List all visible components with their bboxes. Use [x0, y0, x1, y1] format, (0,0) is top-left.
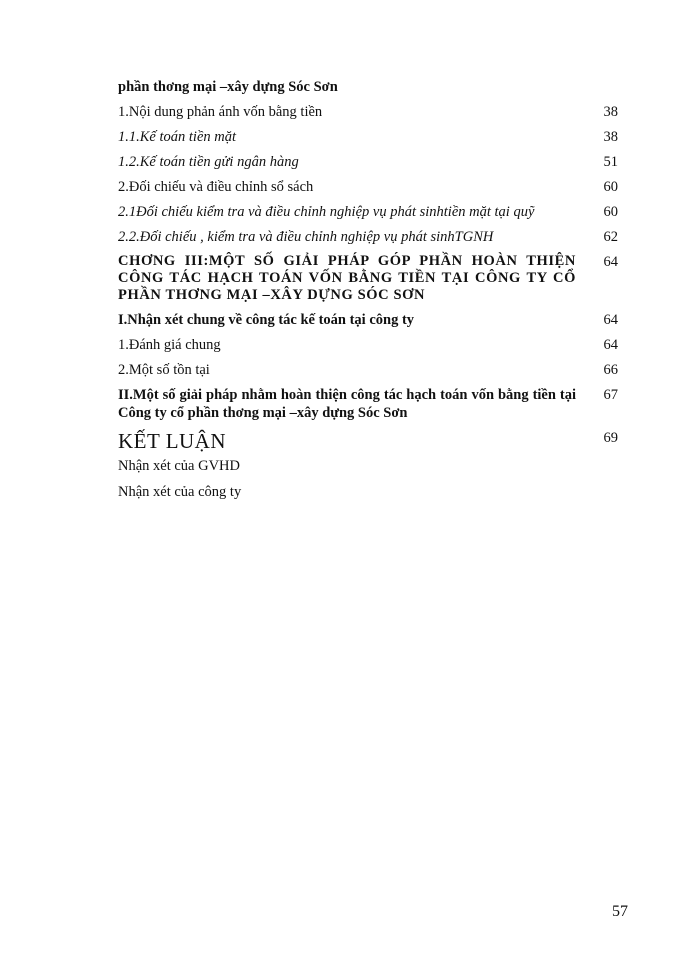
toc-entry: [118, 311, 618, 329]
page-number: 57: [612, 903, 628, 920]
toc-entry-title: 2.Một số tồn tại: [118, 362, 210, 378]
toc-entry-page: 51: [603, 154, 618, 170]
toc-entry: [118, 178, 618, 196]
toc-entry-title: 2.Đối chiếu và điều chỉnh sổ sách: [118, 179, 314, 195]
toc-chapter-entry: [118, 253, 618, 304]
toc-entry-title: 2.2.Đối chiếu , kiểm tra và điều chỉnh nghiệp vụ phát sinhTGNH: [118, 229, 494, 245]
toc-entry: [118, 203, 618, 221]
toc-entry-page: 38: [603, 104, 618, 120]
toc-entry: [118, 361, 618, 379]
toc-trailing-item: Nhận xét của công ty: [118, 484, 242, 500]
toc-entry-page: 62: [603, 229, 618, 245]
toc-entry-page: 60: [603, 179, 618, 195]
toc-conclusion-entry: [118, 429, 618, 453]
toc-entry-page: 67: [603, 387, 618, 403]
toc-entry: [118, 103, 618, 121]
toc-continuation-line: [118, 78, 618, 96]
toc-entry-title: 1.Nội dung phản ánh vốn bằng tiền: [118, 104, 323, 120]
toc-entry: [118, 336, 618, 354]
toc-entry-title: I.Nhận xét chung về công tác kế toán tại công ty: [118, 312, 415, 328]
table-of-contents: [118, 78, 618, 509]
toc-entry-title: 1.2.Kế toán tiền gửi ngân hàng: [118, 154, 299, 170]
toc-entry: [118, 153, 618, 171]
toc-entry: [118, 128, 618, 146]
toc-entry-title: 1.1.Kế toán tiền mặt: [118, 129, 237, 145]
toc-entry-page: 69: [603, 430, 618, 446]
toc-entry-title: II.Một số giải pháp nhằm hoàn thiện công tác hạch toán vốn bằng tiền tại Công ty cổ phần thơng mại –xây dựng Sóc Sơn: [118, 387, 576, 421]
toc-entry-title: 1.Đánh giá chung: [118, 337, 221, 353]
toc-entry: [118, 228, 618, 246]
toc-entry-title: 2.1Đối chiếu kiểm tra và điều chỉnh nghiệp vụ phát sinhtiền mặt tại quỹ: [118, 204, 535, 220]
toc-entry-page: 66: [603, 362, 618, 378]
toc-entry-page: 64: [603, 337, 618, 353]
toc-chapter-title: CHƠNG III:MỘT SỐ GIẢI PHÁP GÓP PHẦN HOÀN THIỆN CÔNG TÁC HẠCH TOÁN VỐN BẰNG TIỀN TẠI CÔNG TY CỔ PHẦN THƠNG MẠI –XÂY DỰNG SÓC SƠN: [118, 253, 576, 303]
toc-conclusion-title: KẾT LUẬN: [118, 429, 227, 453]
toc-trailing-item: Nhận xét của GVHD: [118, 458, 241, 474]
toc-entry: [118, 386, 618, 422]
toc-entry-page: 64: [603, 312, 618, 328]
toc-entry-page: 64: [603, 254, 618, 270]
toc-entry-page: 60: [603, 204, 618, 220]
toc-entry-page: 38: [603, 129, 618, 145]
toc-heading-line: phần thơng mại –xây dựng Sóc Sơn: [118, 79, 338, 95]
